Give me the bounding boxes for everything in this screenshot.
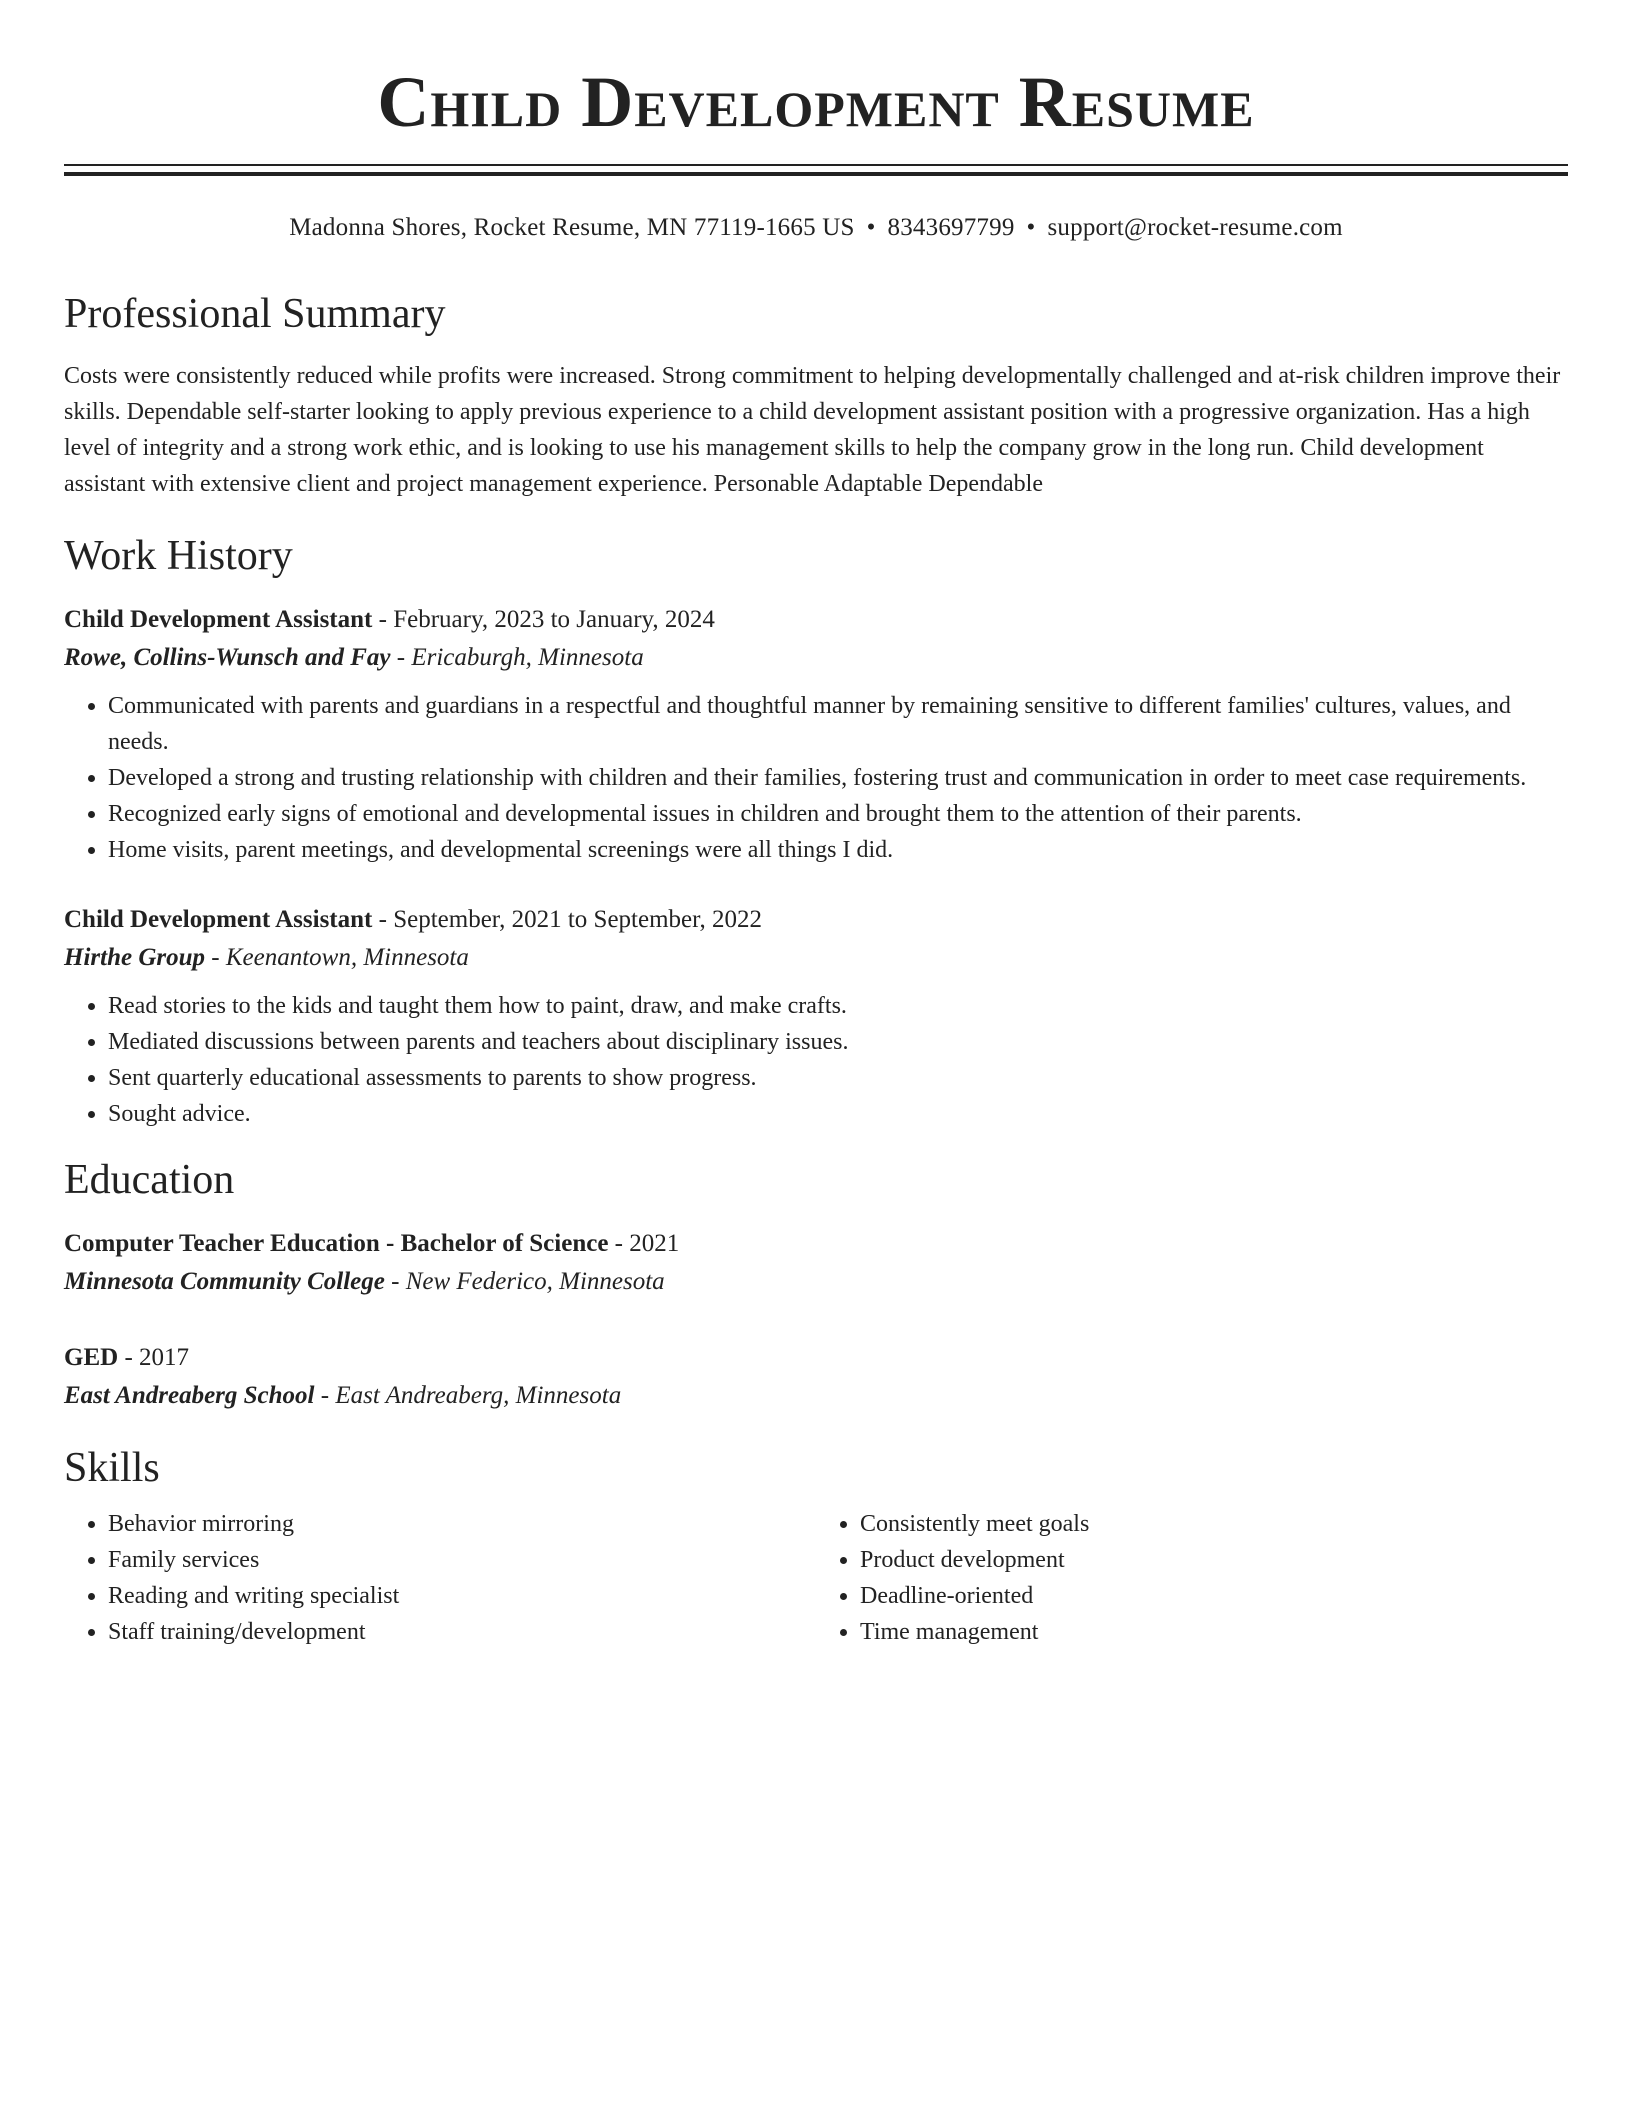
skill-item: • Consistently meet goals: [860, 1506, 1568, 1542]
job-entry: [64, 902, 1568, 1132]
job-bullet: • Read stories to the kids and taught them how to paint, draw, and make crafts.: [108, 988, 1568, 1024]
resume-title: Child Development Resume: [377, 62, 1255, 142]
contact-separator: •: [1026, 214, 1036, 241]
job-title-line: [64, 902, 1568, 938]
title-divider-thick: [64, 172, 1568, 176]
education-school-line: [64, 1376, 1568, 1416]
contact-phone: 8343697799: [887, 214, 1015, 241]
job-bullet: • Sent quarterly educational assessments to parents to show progress.: [108, 1060, 1568, 1096]
contact-email: support@rocket-resume.com: [1047, 214, 1343, 241]
job-bullet: • Sought advice.: [108, 1096, 1568, 1132]
job-company: Hirthe Group: [64, 944, 206, 971]
job-dash: -: [390, 644, 412, 671]
skill-item: • Staff training/development: [108, 1614, 816, 1650]
education-degree: GED: [64, 1344, 119, 1371]
job-dash: -: [205, 944, 226, 971]
education-school: East Andreaberg School: [64, 1382, 315, 1409]
skills-heading: Skills: [64, 1445, 160, 1491]
job-entry: [64, 602, 1568, 868]
skill-item: • Deadline-oriented: [860, 1578, 1568, 1614]
education-year: 2021: [629, 1230, 680, 1257]
skill-item: • Reading and writing specialist: [108, 1578, 816, 1614]
education-dash: -: [118, 1344, 140, 1371]
job-company: Rowe, Collins-Wunsch and Fay: [64, 644, 391, 671]
job-dates: February, 2023 to January, 2024: [393, 606, 715, 633]
education-degree: Computer Teacher Education - Bachelor of Science: [64, 1230, 609, 1257]
skill-item: • Product development: [860, 1542, 1568, 1578]
job-bullets: [64, 688, 1568, 868]
job-bullet: • Developed a strong and trusting relationship with children and their families, fostering trust and communication in order to meet case requirements.: [108, 760, 1568, 796]
job-dash: -: [372, 906, 394, 933]
education-school-line: [64, 1262, 1568, 1302]
skills-left-column: [64, 1506, 816, 1650]
skill-item: • Family services: [108, 1542, 816, 1578]
education-dash: -: [608, 1230, 630, 1257]
summary-text: Costs were consistently reduced while profits were increased. Strong commitment to helping developmentally challenged and at-risk children improve their skills. Dependable self-starter looking to apply previous experience to a child development assistant position with a progressive organization. Has a high level of integrity and a strong work ethic, and is looking to use his management skills to help the company grow in the long run. Child development assistant with extensive client and project management experience. Personable Adaptable Dependable: [64, 363, 1561, 497]
job-location: Keenantown, Minnesota: [225, 944, 469, 971]
job-bullet: • Communicated with parents and guardians in a respectful and thoughtful manner by remaining sensitive to different families' cultures, values, and needs.: [108, 688, 1568, 760]
job-title: Child Development Assistant: [64, 606, 373, 633]
education-degree-line: [64, 1340, 1568, 1376]
job-dates: September, 2021 to September, 2022: [393, 906, 762, 933]
education-degree-line: [64, 1226, 1568, 1262]
education-location: East Andreaberg, Minnesota: [335, 1382, 622, 1409]
job-dash: -: [372, 606, 394, 633]
education-school: Minnesota Community College: [64, 1268, 385, 1295]
contact-line: [64, 212, 1568, 244]
education-entry: [64, 1226, 1568, 1302]
job-location: Ericaburgh, Minnesota: [411, 644, 644, 671]
job-company-line: [64, 638, 1568, 678]
contact-address: Madonna Shores, Rocket Resume, MN 77119-1665 US: [289, 214, 855, 241]
skill-item: • Time management: [860, 1614, 1568, 1650]
education-heading: Education: [64, 1157, 235, 1203]
summary-heading: Professional Summary: [64, 291, 446, 337]
job-bullet: • Home visits, parent meetings, and developmental screenings were all things I did.: [108, 832, 1568, 868]
job-bullets: [64, 988, 1568, 1132]
job-bullet: • Recognized early signs of emotional and developmental issues in children and brought them to the attention of their parents.: [108, 796, 1568, 832]
education-year: 2017: [139, 1344, 190, 1371]
job-bullet: • Mediated discussions between parents and teachers about disciplinary issues.: [108, 1024, 1568, 1060]
contact-separator: •: [866, 214, 876, 241]
education-entry: [64, 1340, 1568, 1416]
work-history-heading: Work History: [64, 533, 293, 579]
job-company-line: [64, 938, 1568, 978]
skill-item: • Behavior mirroring: [108, 1506, 816, 1542]
skills-columns: [64, 1506, 1568, 1650]
education-dash: -: [314, 1382, 336, 1409]
education-location: New Federico, Minnesota: [405, 1268, 665, 1295]
job-title-line: [64, 602, 1568, 638]
education-dash: -: [384, 1268, 406, 1295]
skills-right-column: [816, 1506, 1568, 1650]
job-title: Child Development Assistant: [64, 906, 373, 933]
title-divider-thin: [64, 164, 1568, 166]
